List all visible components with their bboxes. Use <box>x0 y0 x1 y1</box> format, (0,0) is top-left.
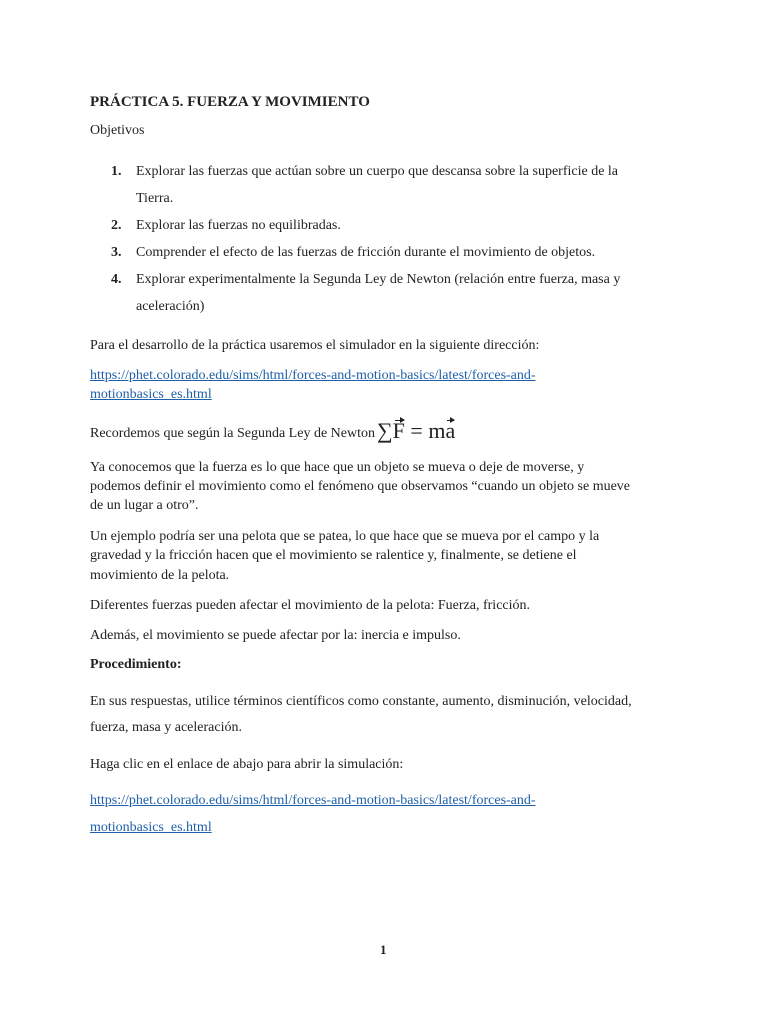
motion-paragraph: Además, el movimiento se puede afectar por la: inercia e impulso. <box>90 628 461 643</box>
simulation-link-line2[interactable]: motionbasics_es.html <box>90 820 212 835</box>
force-vector: F <box>392 418 405 443</box>
formula-equals: = m <box>404 418 446 443</box>
list-item <box>90 239 690 266</box>
simulator-link-line2[interactable]: motionbasics_es.html <box>90 387 212 402</box>
paragraph-line: Un ejemplo podría ser una pelota que se patea, lo que hace que se mueva por el campo y la <box>90 529 600 544</box>
list-item-text: Comprender el efecto de las fuerzas de fricción durante el movimiento de objetos. <box>136 245 596 260</box>
list-item <box>90 266 690 320</box>
simulator-intro: Para el desarrollo de la práctica usaremos el simulador en la siguiente dirección: <box>90 338 540 353</box>
list-item-text: aceleración) <box>136 299 205 314</box>
list-item-number: 4. <box>111 272 122 287</box>
newton-law-line <box>90 418 455 444</box>
newton-law-text: Recordemos que según la Segunda Ley de Newton <box>90 426 375 441</box>
list-item-text: Explorar las fuerzas que actúan sobre un cuerpo que descansa sobre la superficie de la <box>136 164 619 179</box>
acceleration-vector: a <box>445 418 456 443</box>
list-item <box>90 158 690 212</box>
list-item-number: 2. <box>111 218 122 233</box>
objectives-heading: Objetivos <box>90 123 145 138</box>
list-item-number: 1. <box>111 164 122 179</box>
newton-formula <box>377 418 455 443</box>
forces-paragraph: Diferentes fuerzas pueden afectar el movimiento de la pelota: Fuerza, fricción. <box>90 598 531 613</box>
click-instruction: Haga clic en el enlace de abajo para abrir la simulación: <box>90 757 404 772</box>
simulation-link-line1[interactable]: https://phet.colorado.edu/sims/html/forces-and-motion-basics/latest/forces-and- <box>90 793 536 808</box>
paragraph-line: movimiento de la pelota. <box>90 568 230 583</box>
paragraph-line: de un lugar a otro”. <box>90 498 199 513</box>
paragraph-line: Ya conocemos que la fuerza es lo que hace que un objeto se mueva o deje de moverse, y <box>90 460 585 475</box>
list-item-text: Explorar las fuerzas no equilibradas. <box>136 218 341 233</box>
procedure-line: En sus respuestas, utilice términos científicos como constante, aumento, disminución, velocidad, <box>90 694 632 709</box>
simulator-link-line1[interactable]: https://phet.colorado.edu/sims/html/forces-and-motion-basics/latest/forces-and- <box>90 368 536 383</box>
procedure-heading: Procedimiento: <box>90 657 182 672</box>
list-item-text: Explorar experimentalmente la Segunda Ley de Newton (relación entre fuerza, masa y <box>136 272 621 287</box>
list-item-number: 3. <box>111 245 122 260</box>
procedure-line: fuerza, masa y aceleración. <box>90 720 242 735</box>
sigma-symbol: ∑ <box>376 418 393 443</box>
list-item <box>90 212 690 239</box>
paragraph-line: gravedad y la fricción hacen que el movimiento se ralentice y, finalmente, se detiene el <box>90 548 577 563</box>
page-title: PRÁCTICA 5. FUERZA Y MOVIMIENTO <box>90 94 370 110</box>
list-item-text: Tierra. <box>136 191 174 206</box>
paragraph-line: podemos definir el movimiento como el fenómeno que observamos “cuando un objeto se mueve <box>90 479 631 494</box>
page-number: 1 <box>380 942 387 957</box>
objectives-list <box>90 158 690 320</box>
